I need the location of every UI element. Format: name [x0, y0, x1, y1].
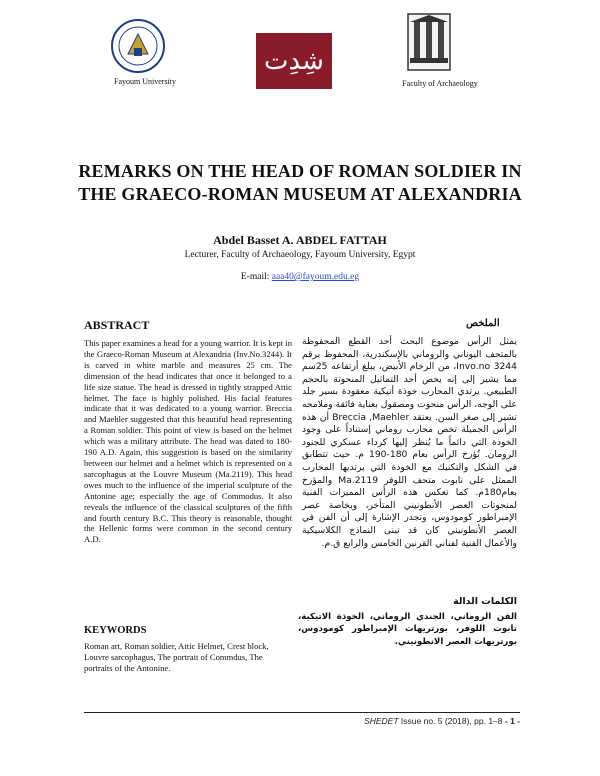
title-line-1: REMARKS ON THE HEAD OF ROMAN SOLDIER IN: [78, 161, 522, 181]
footer-divider: [84, 712, 520, 713]
fayoum-university-caption: Fayoum University: [114, 77, 176, 86]
email-label: E-mail:: [240, 272, 272, 282]
author-affiliation: Lecturer, Faculty of Archaeology, Fayoum University, Egypt: [184, 250, 416, 260]
issue-info: Issue no. 5 (2018), pp. 1–8: [398, 716, 505, 726]
arabic-keywords-heading: الكلمات الدالة: [453, 596, 517, 607]
paper-title: [60, 160, 540, 206]
keywords-text: Roman art, Roman soldier, Attic Helmet, Crest block, Louvre sarcophagus, The portrait of Commdus, The portraits of the Antonine.: [84, 641, 269, 673]
abstract-heading: ABSTRACT: [84, 318, 150, 332]
keywords-heading: KEYWORDS: [84, 625, 147, 636]
email-link[interactable]: aaa40@fayoum.edu.eg: [271, 272, 360, 282]
arabic-abstract-heading: الملخص: [466, 318, 500, 329]
page-number: - 1 -: [504, 716, 520, 726]
faculty-of-archaeology-caption: Faculty of Archaeology: [402, 79, 478, 88]
journal-name: SHEDET: [364, 716, 399, 726]
fayoum-university-logo: [110, 18, 166, 74]
author-email: [100, 272, 500, 282]
shedet-journal-logo: شِدِت: [256, 33, 332, 89]
author-name: Abdel Basset A. ABDEL FATTAH: [213, 233, 387, 247]
title-line-2: THE GRAECO-ROMAN MUSEUM AT ALEXANDRIA: [78, 184, 522, 204]
page-footer: [250, 716, 520, 726]
abstract-text: This paper examines a head for a young warrior. It is kept in the Graeco-Roman Museum at Alexandria (Inv.No.3244). It is carved in white marble and measures 25 cm. The dimension of the head indicates that once it belonged to a life size statue. The head is dressed in tightly strapped Attic helmet. The face is highly polished. His facial features indicate that it was dedicated to a young warrior. Breccia and Maehler suggested that this beautiful head representing a Roman soldier. This point of view is based on the helmet which was a military attribute. The head was dated to 180-190 A.D. Again, this suggestion is based on the similarity between our helmet and a helmet which is represented on a sarcophagus at the Louvre Museum (Ma.2119). This head owes much to the influence of the imperial sculpture of the Antonine age; especially the age of Commodus. It also reveals the influence of the classical sculptures of the fifth and fourth century B.C. This theory is reasonable, thought the Hellenic forms were common in the second century A.D.: [84, 338, 292, 545]
faculty-of-archaeology-logo: [400, 10, 458, 76]
arabic-abstract-text: يمثل الرأس موضوع البحث أحد القطع المحفوظة بالمتحف اليوناني والروماني بالإسكندرية، المحفوظ برقم Invo.no 3244، من الرخام الأبيض، يبلغ أرتفاعه 25سم مما يشير إلى إنه يخص أحد التماثيل المنحوتة بالحجم الطبيعي. يرتدي المحارب خوذة أتيكية معقودة بسير جلد على الوجه، الرأس منحوت ومصقول بعناية فائقة وملامحه تشير إلى صغر السن. يعتقد Breccia ,Maehler أن هذه الرأس الجميلة تخص محارب روماني إستناداً على وجود الخوذة التي دائماً ما يُنظر إليها كرداء عسكري للجنود الرومان. تُؤرخ الرأس بعام 180-190 م. حيث تتطابق في الشكل والتكنيك مع الخوذة التي يرتديها المحارب الممثل على تابوت متحف اللوفر Ma.2119 والمؤرخ بعام180م. كما تعكس هذه الرأس المميزات الفنية لمنحوتات العصر الأنطونيني المتأخر، وبخاصة عصر الإمبراطور كومودوس، وتجدر الإشارة إلى أن الفن في العصر الأنطونيني كان قد تبنى النماذج الكلاسيكية والأعمال الفنية لفناني القرنين الخامس والرابع ق.م.: [302, 336, 518, 549]
arabic-keywords-text: الفن الروماني، الجندي الروماني، الخوذة الاتيكية، تابوت اللوفر، بورتريهات الإمبراطور كومودوس، بورتريهات العصر الانطونيني.: [298, 612, 517, 647]
